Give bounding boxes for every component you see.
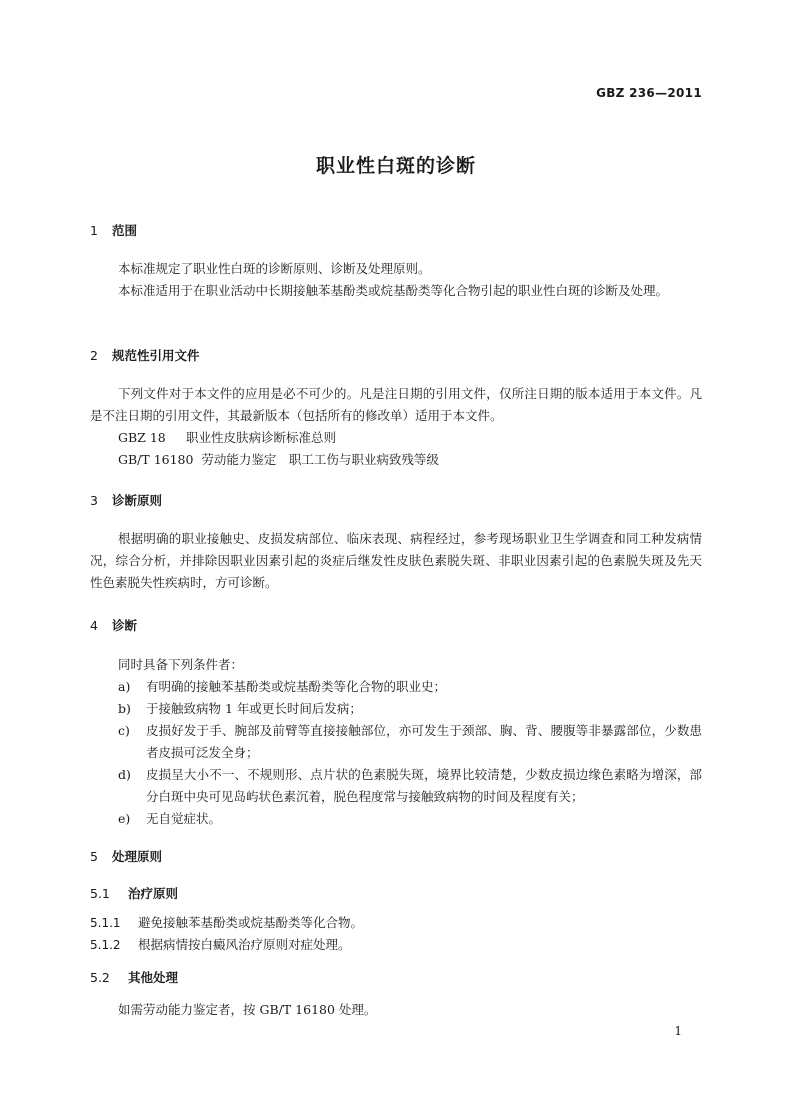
list-text: 皮损好发于手、腕部及前臂等直接接触部位，亦可发生于颈部、胸、背、腰腹等非暴露部位，少数患者皮损可泛发全身； [146,723,702,760]
subsection-title: 其他处理 [128,970,179,985]
list-marker: b) [118,701,131,716]
list-item [118,764,702,808]
section-title: 处理原则 [112,849,163,864]
page-number: 1 [674,1024,682,1038]
subsection-5-1-heading [90,884,178,902]
section-number: 4 [90,618,98,633]
section-5-heading [90,847,162,865]
section-number: 2 [90,348,98,363]
list-marker: d) [118,767,131,782]
list-marker: c) [118,723,130,738]
section-3-heading [90,491,162,509]
section-2-heading [90,346,200,364]
list-marker: a) [118,679,131,694]
list-item [118,720,702,764]
section-title: 范围 [112,223,138,238]
reference-code: GB/T 16180 [118,452,194,467]
list-item [118,676,702,698]
section-1-para-2: 本标准适用于在职业活动中长期接触苯基酚类或烷基酚类等化合物引起的职业性白斑的诊断及处理。 [118,283,669,298]
clause-item [90,912,363,934]
reference-code: GBZ 18 [118,430,166,445]
clause-item [90,934,351,956]
section-title: 诊断 [112,618,138,633]
subsection-5-2-heading [90,968,178,986]
section-4-intro: 同时具备下列条件者： [118,657,244,672]
clause-text: 避免接触苯基酚类或烷基酚类等化合物。 [138,915,364,930]
section-4-heading [90,616,137,634]
list-item [118,698,702,720]
clause-number: 5.1.1 [90,916,121,930]
list-text: 无自觉症状。 [146,811,222,826]
list-text: 皮损呈大小不一、不规则形、点片状的色素脱失斑，境界比较清楚，少数皮损边缘色素略为增深，部分白斑中央可见岛屿状色素沉着，脱色程度常与接触致病物的时间及程度有关； [146,767,702,804]
section-1-heading [90,221,137,239]
reference-item [118,427,336,449]
reference-title: 劳动能力鉴定 职工工伤与职业病致残等级 [201,452,439,467]
section-3-para: 根据明确的职业接触史、皮损发病部位、临床表现、病程经过，参考现场职业卫生学调查和同工种发病情况，综合分析，并排除因职业因素引起的炎症后继发性皮肤色素脱失斑、非职业因素引起的色素脱失斑及先天性色素脱失性疾病时，方可诊断。 [90,531,702,590]
section-1-para-1: 本标准规定了职业性白斑的诊断原则、诊断及处理原则。 [118,261,431,276]
section-number: 5 [90,849,98,864]
reference-item [118,449,439,471]
section-title: 诊断原则 [112,493,163,508]
section-number: 1 [90,223,98,238]
subsection-number: 5.1 [90,886,110,901]
subsection-number: 5.2 [90,970,110,985]
section-2-para: 下列文件对于本文件的应用是必不可少的。凡是注日期的引用文件，仅所注日期的版本适用于本文件。凡是不注日期的引用文件，其最新版本（包括所有的修改单）适用于本文件。 [90,386,702,423]
clause-number: 5.1.2 [90,938,121,952]
clause-text: 根据病情按白癜风治疗原则对症处理。 [138,937,351,952]
reference-title: 职业性皮肤病诊断标准总则 [185,430,336,445]
section-number: 3 [90,493,98,508]
list-text: 有明确的接触苯基酚类或烷基酚类等化合物的职业史； [146,679,447,694]
section-title: 规范性引用文件 [112,348,200,363]
document-title: 职业性白斑的诊断 [315,155,476,177]
subsection-5-2-para: 如需劳动能力鉴定者，按 GB/T 16180 处理。 [118,1002,377,1017]
list-text: 于接触致病物 1 年或更长时间后发病； [146,701,362,716]
list-marker: e) [118,811,131,826]
subsection-title: 治疗原则 [128,886,179,901]
standard-number: GBZ 236—2011 [596,86,702,100]
list-item [118,808,702,830]
